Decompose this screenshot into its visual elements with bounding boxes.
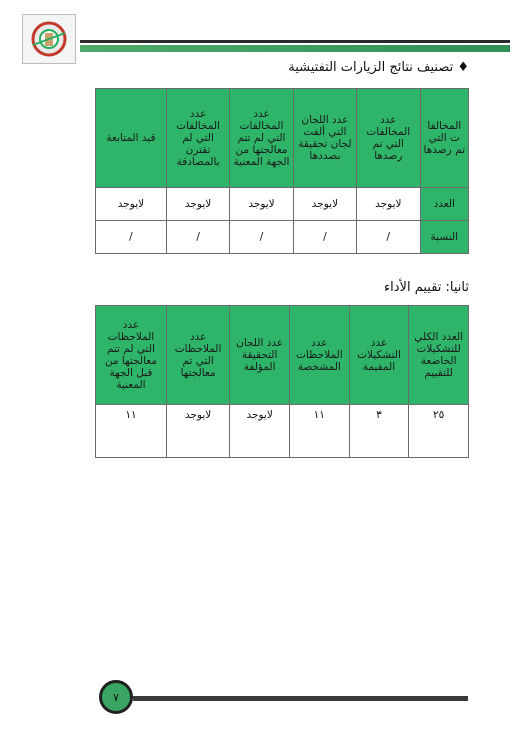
table-cell: ٣ xyxy=(349,405,409,458)
header-cell: عدد المخالفات التي لم تقترن بالمصادقة xyxy=(166,89,229,188)
table-cell: / xyxy=(357,221,420,254)
table-cell: لايوجد xyxy=(230,405,290,458)
header-cell: عدد التشكيلات المقيمة xyxy=(349,306,409,405)
table-header-row xyxy=(96,306,469,405)
table-cell: ٢٥ xyxy=(409,405,469,458)
table-header-row xyxy=(96,89,469,188)
table-cell: ١١ xyxy=(289,405,349,458)
table-row xyxy=(96,221,469,254)
row-label: النسبة xyxy=(420,221,468,254)
table-cell: لايوجد xyxy=(96,188,167,221)
table-cell: / xyxy=(230,221,293,254)
header-cell: عدد اللجان التي ألفت لجان تحقيقة بصددها xyxy=(293,89,356,188)
header-cell: عدد المخالفات التي لم تتم معالجتها من الجهة المعنية xyxy=(230,89,293,188)
table-row xyxy=(96,405,469,458)
ministry-logo xyxy=(22,14,76,64)
table-row xyxy=(96,188,469,221)
table-cell: لايوجد xyxy=(357,188,420,221)
table-cell: لايوجد xyxy=(230,188,293,221)
header-cell: العدد الكلي للتشكيلات الخاضعة للتقييم xyxy=(409,306,469,405)
table-cell: / xyxy=(96,221,167,254)
table-cell: / xyxy=(166,221,229,254)
header-rule-green xyxy=(80,45,510,52)
table-cell: ١١ xyxy=(96,405,167,458)
header-cell: عدد الملاحظات التي لم تتم معالجتها من قبل الجهة المعنية xyxy=(96,306,167,405)
section-heading-performance-evaluation: ثانيا: تقييم الأداء xyxy=(384,280,469,295)
page-number-badge xyxy=(99,680,133,714)
performance-evaluation-table xyxy=(95,305,469,458)
page-number: ٧ xyxy=(113,690,119,704)
section-heading-inspection-results: ♦ تصنيف نتائج الزيارات التفتيشية xyxy=(288,60,469,75)
table-cell: لايوجد xyxy=(166,405,229,458)
table-cell: لايوجد xyxy=(166,188,229,221)
header-cell: عدد المخالفات التي تم رصدها xyxy=(357,89,420,188)
table-cell: / xyxy=(293,221,356,254)
header-cell: عدد الملاحظات المشخصة xyxy=(289,306,349,405)
header-cell: عدد اللجان التحقيقة المؤلفة xyxy=(230,306,290,405)
header-rule-dark xyxy=(80,40,510,43)
row-label: العدد xyxy=(420,188,468,221)
inspection-results-table xyxy=(95,88,469,254)
header-cell: عدد الملاحظات التي تم معالجتها xyxy=(166,306,229,405)
table-cell: لايوجد xyxy=(293,188,356,221)
header-cell: المخالفات التي تم رصدها xyxy=(420,89,468,188)
header-cell: قيد المتابعة xyxy=(96,89,167,188)
footer-rule xyxy=(133,696,468,701)
